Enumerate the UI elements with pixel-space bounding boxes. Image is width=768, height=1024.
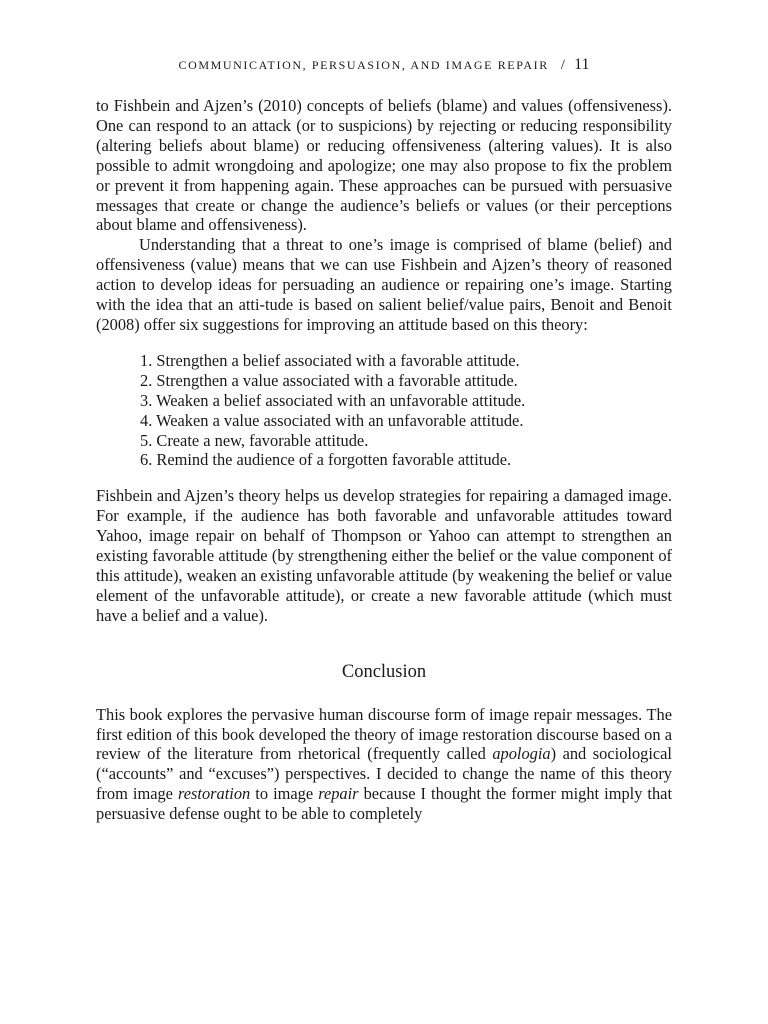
paragraph-conclusion [96,705,672,824]
list-item: 6. Remind the audience of a forgotten favorable attitude. [140,450,512,470]
list-item: 2. Strengthen a value associated with a favorable attitude. [140,370,518,390]
suggestions-list [96,351,672,470]
paragraph-reasoned-action: Understanding that a threat to one’s image is comprised of blame (belief) and offensiveness (value) means that we can use Fishbein and Ajzen’s theory of reasoned action to develop ideas for persuading an audience or repairing one’s image. Starting with the idea that an atti-tude is based on salient belief/value pairs, Benoit and Benoit (2008) offer six suggestions for improving an attitude based on this theory: [96,235,672,334]
conclusion-text: ) and sociological (“accounts” and “excuses”) perspectives. I decided to change the name of this theory from image [96,744,672,804]
book-page [96,56,672,824]
conclusion-italic-term: apologia [492,744,551,764]
section-heading-conclusion: Conclusion [341,661,427,682]
conclusion-text: because I thought the former might imply that persuasive defense ought to be able to completely [96,784,673,824]
paragraph-strategies: Fishbein and Ajzen’s theory helps us develop strategies for repairing a damaged image. For example, if the audience has both favorable and unfavorable attitudes toward Yahoo, image repair on behalf of Thompson or Yahoo can attempt to strengthen an existing favorable attitude (by strengthening either the belief or the value component of this attitude), weaken an existing unfavorable attitude (by weakening the belief or value element of the unfavorable attitude), or create a new favorable attitude (which must have a belief and a value). [96,486,672,625]
list-item: 3. Weaken a belief associated with an unfavorable attitude. [140,390,526,410]
page-number: 11 [574,56,590,73]
conclusion-italic-term: restoration [178,784,251,804]
running-head-title: COMMUNICATION, PERSUASION, AND IMAGE REPAIR [178,58,549,72]
paragraph-beliefs-values: to Fishbein and Ajzen’s (2010) concepts of beliefs (blame) and values (offensiveness). One can respond to an attack (or to suspicions) by rejecting or reducing responsibility (altering beliefs about blame) or reducing offensiveness (altering values). It is also possible to admit wrongdoing and apologize; one may also propose to fix the problem or prevent it from happening again. These approaches can be pursued with persuasive messages that create or change the audience’s beliefs or values (or their perceptions about blame and offensiveness). [96,96,672,235]
list-item: 1. Strengthen a belief associated with a favorable attitude. [140,350,520,370]
conclusion-text: This book explores the pervasive human discourse form of image repair messages. The first edition of this book developed the theory of image restoration discourse based on a review of the literature from rhetorical (frequently called [96,704,672,764]
conclusion-text: to image [250,784,319,804]
list-item: 4. Weaken a value associated with an unfavorable attitude. [140,410,524,430]
running-head [96,56,672,74]
running-head-separator: / [560,57,567,73]
list-item: 5. Create a new, favorable attitude. [140,430,369,450]
conclusion-italic-term: repair [318,784,359,804]
